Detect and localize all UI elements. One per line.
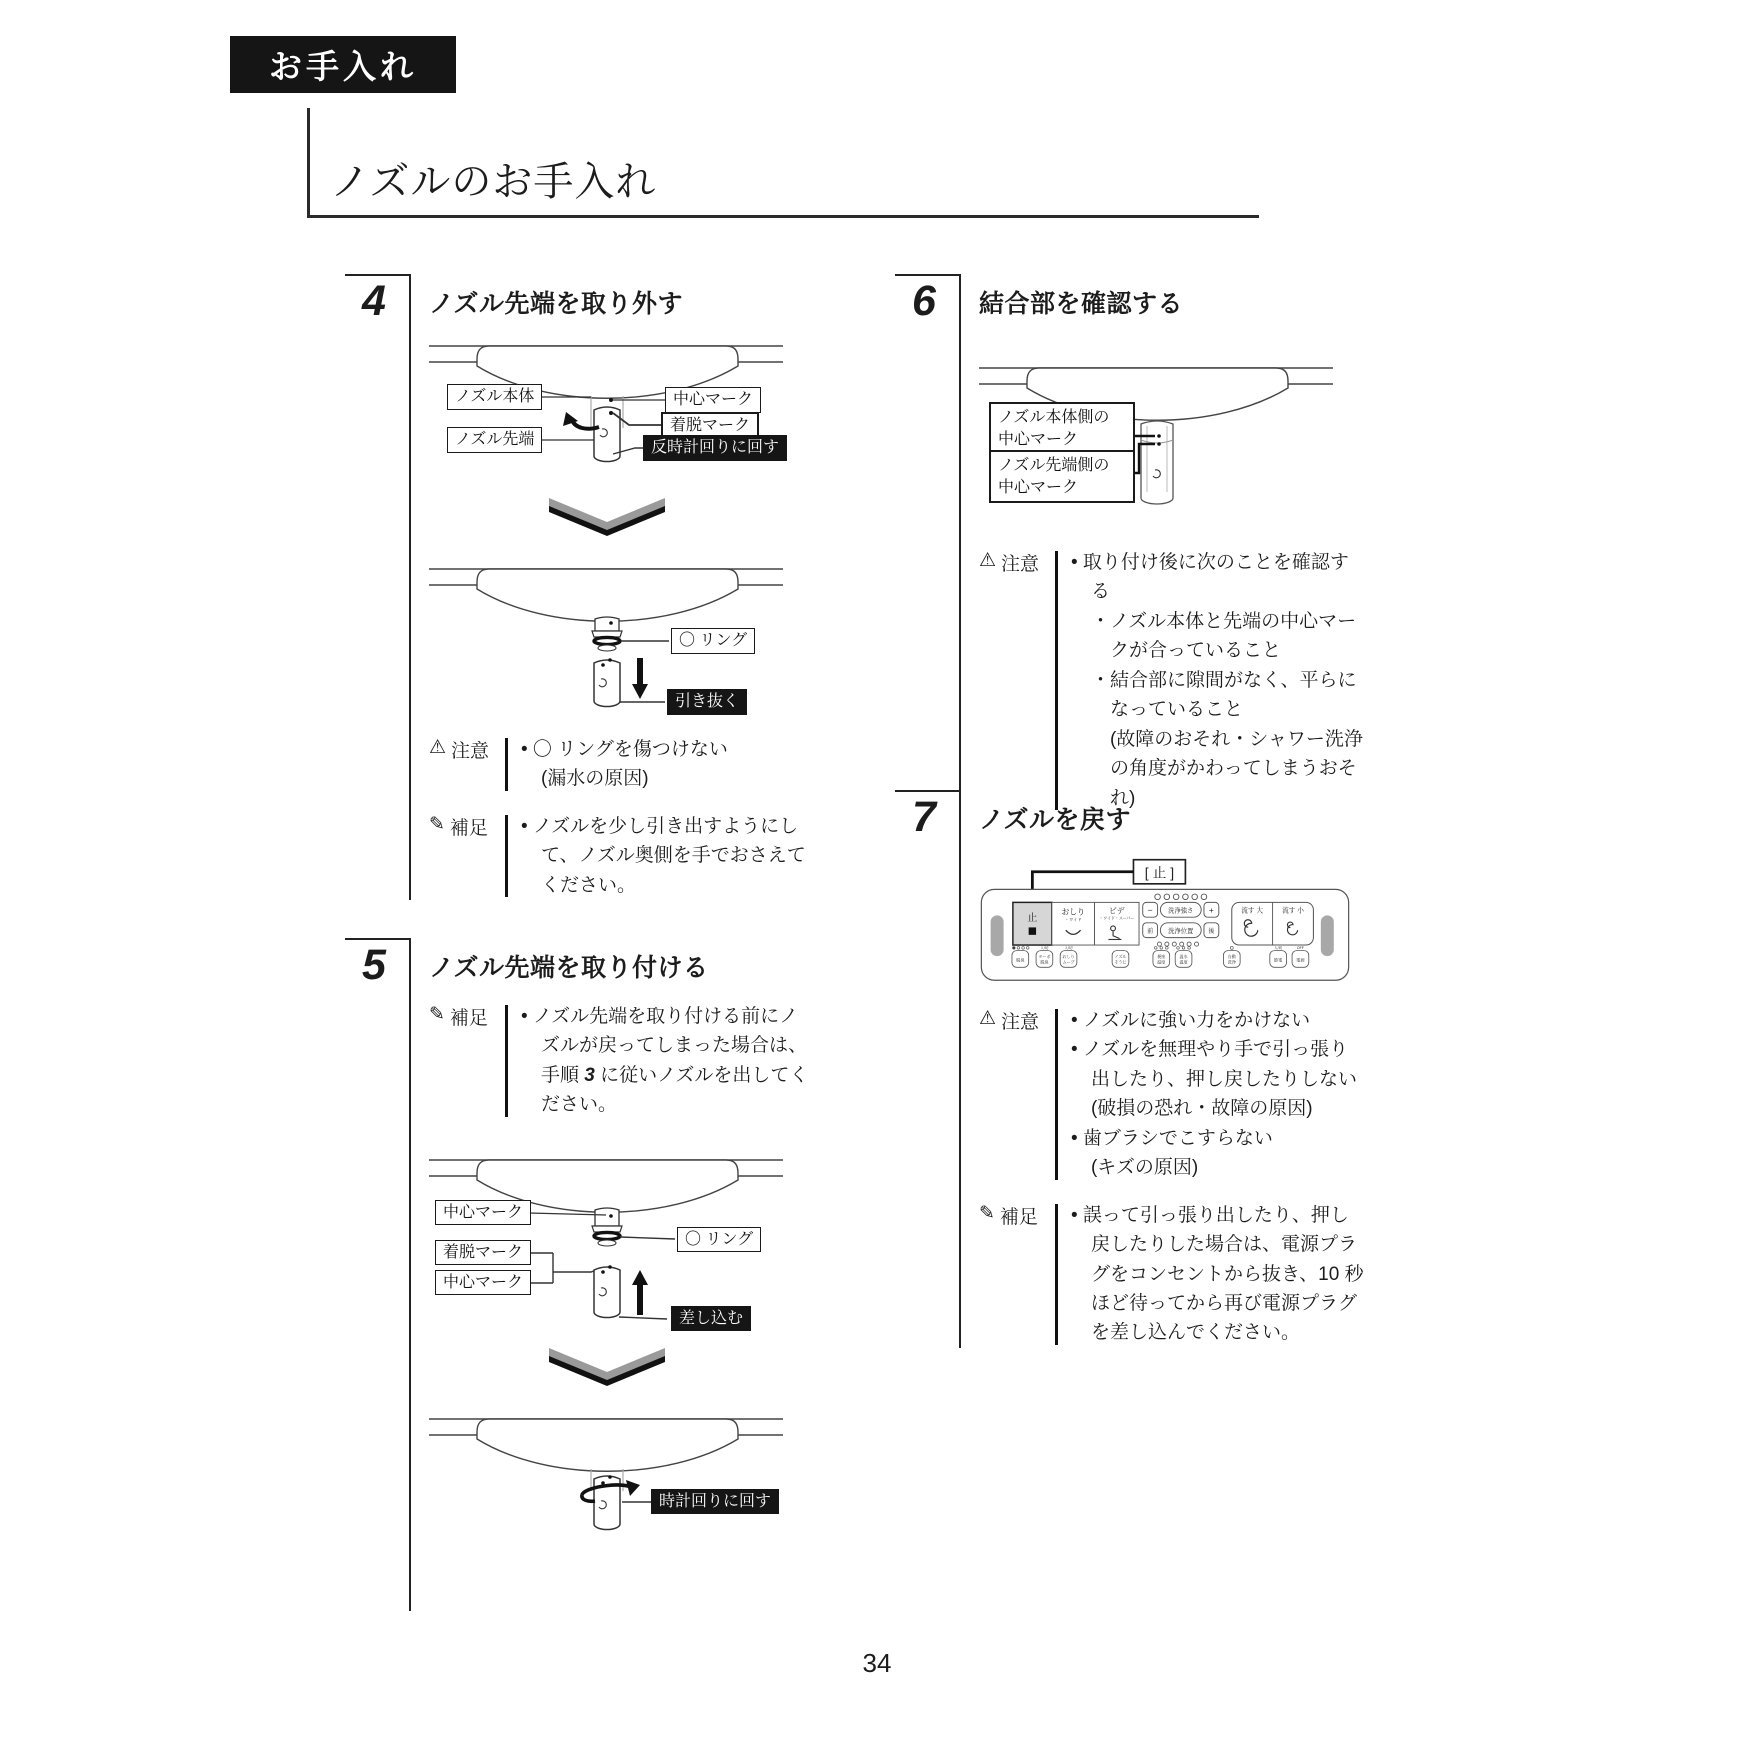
step-4-diagram-pullout [429, 559, 815, 717]
plus-label: + [1208, 905, 1214, 916]
caution-paren: (キズの原因) [1090, 1157, 1199, 1179]
water-temp-label-2: 温度 [1179, 959, 1188, 965]
note-text: に従いノズルを出してください。 [540, 1064, 809, 1116]
step-4-note [429, 812, 815, 900]
label-line: 中心マーク [998, 478, 1079, 496]
caution-subitem: ・ノズル本体と先端の中心マークが合っていること [1090, 610, 1357, 662]
label-attach-mark: 着脱マーク [435, 1240, 531, 1266]
note-divider [1055, 1009, 1058, 1180]
caution-item: • ノズルを無理やり手で引っ張り出したり、押し戻したりしない [1071, 1039, 1357, 1090]
step-4-diagram-remove [429, 336, 815, 488]
flush-big-label: 流す 大 [1241, 907, 1264, 915]
caution-label: 注意 [1001, 554, 1040, 575]
label-rotate-cw: 時計回りに回す [651, 1489, 779, 1515]
label-attach-mark: 着脱マーク [661, 412, 759, 440]
warning-icon: ⚠ [429, 737, 447, 758]
label-nozzle-tip: ノズル先端 [447, 427, 542, 453]
step-4-number: 4 [345, 274, 409, 333]
assembled-nozzle-shape [1141, 421, 1173, 504]
note-head [429, 1002, 505, 1120]
step-7-title: ノズルを戻す [979, 806, 1132, 834]
note-item: • 誤って引っ張り出したり、押し戻したりした場合は、電源プラグをコンセントから抜き、10 秒ほど待ってから再び電源プラグを差し込んでください。 [1071, 1204, 1364, 1344]
note-text: • ノズル先端を取り付ける前にノズルが戻ってしまった場合は、手順 [521, 1006, 807, 1086]
caution-label: 注意 [1001, 1012, 1040, 1033]
note-divider [505, 1005, 508, 1117]
seat-temp-label-1: 便座 [1157, 954, 1166, 960]
step-5 [345, 938, 815, 1611]
note-item [521, 1002, 815, 1120]
label-center-mark: 中心マーク [665, 387, 761, 413]
deodorize-button-label: 脱臭 [1016, 957, 1025, 963]
step-5-number: 5 [345, 938, 409, 997]
oshiri-move-label-2: ムーブ [1062, 959, 1075, 965]
remote-left-grip [991, 915, 1004, 956]
caution-item: • ノズルに強い力をかけない [1071, 1010, 1311, 1031]
pencil-icon: ✎ [429, 1004, 445, 1025]
note-head [429, 812, 505, 900]
step-5-title: ノズル先端を取り付ける [429, 954, 709, 982]
label-center-mark-bottom: 中心マーク [435, 1270, 531, 1296]
onoff-indicator-label: 入/切 [1040, 945, 1049, 950]
water-temp-label-1: 温水 [1179, 954, 1188, 960]
auto-flush-label-1: 自動 [1227, 954, 1236, 960]
caution-head [429, 735, 505, 794]
remote-right-grip [1321, 915, 1334, 956]
off-indicator-label: OFF [1296, 945, 1304, 950]
page-number: 34 [862, 1648, 892, 1678]
step-reference: 3 [584, 1064, 595, 1086]
bidet-label: ビデ [1108, 906, 1125, 916]
turbo-deodorize-label-2: 脱臭 [1040, 959, 1049, 965]
label-tip-side-center-mark [989, 450, 1135, 503]
front-label: 前 [1147, 928, 1154, 935]
oshiri-label: おしり [1061, 907, 1085, 917]
caution-paren: (破損の恐れ・故障の原因) [1090, 1098, 1313, 1120]
note-divider [1055, 1204, 1058, 1345]
note-divider [1055, 551, 1058, 810]
down-chevron [547, 1346, 815, 1393]
step-4 [345, 274, 815, 900]
o-ring-shape [594, 637, 620, 644]
note-label: 補足 [999, 1206, 1038, 1228]
auto-flush-label-2: 洗浄 [1227, 959, 1236, 965]
caution-item: • 〇 リングを傷つけない [521, 739, 728, 760]
step-5-note [429, 1002, 815, 1120]
step-4-caution [429, 735, 815, 794]
caution-head [979, 1006, 1055, 1183]
stop-button-label: 止 [1027, 912, 1038, 924]
step-7-caution [979, 1006, 1365, 1183]
caution-item: • 取り付け後に次のことを確認する [1071, 552, 1349, 603]
wash-position-label: 洗浄位置 [1168, 927, 1194, 935]
seat-temp-label-2: 温度 [1157, 959, 1166, 965]
down-chevron [547, 496, 815, 543]
label-stop-callout: [ 止 ] [1144, 864, 1175, 881]
label-pull-out: 引き抜く [667, 689, 747, 715]
note-divider [505, 815, 508, 897]
note-label: 補足 [449, 1008, 488, 1029]
wash-strength-label: 洗浄強さ [1168, 907, 1194, 915]
label-line: ノズル本体側の [998, 409, 1110, 426]
oshiri-sublabel: ・ワイド [1064, 916, 1082, 922]
step-6-caution [979, 548, 1365, 813]
nozzle-clean-label-1: ノズル [1114, 954, 1127, 960]
eco-button-label: 節電 [1273, 957, 1283, 963]
flush-small-label: 流す 小 [1282, 907, 1304, 915]
label-insert: 差し込む [671, 1306, 751, 1332]
step-4-title: ノズル先端を取り外す [429, 290, 684, 318]
warning-icon: ⚠ [979, 1008, 997, 1029]
step-7-number: 7 [895, 790, 959, 849]
chevron-arrow-svg [547, 496, 667, 538]
caution-subitem: ・結合部に隙間がなく、平らになっていること [1090, 669, 1357, 721]
step-5-diagram-rotate [429, 1409, 815, 1551]
onoff-indicator-label: 入/切 [1064, 945, 1073, 950]
step-7-gutter [895, 790, 961, 1348]
label-line: ノズル先端側の [998, 457, 1110, 474]
chevron-arrow-svg [547, 1346, 667, 1388]
note-item: • ノズルを少し引き出すようにして、ノズル奥側を手でおさえてください。 [521, 815, 806, 896]
step-7-note [979, 1201, 1365, 1348]
note-head [979, 1201, 1055, 1348]
label-rotate-ccw: 反時計回りに回す [643, 435, 787, 461]
step-6-diagram-joint [979, 358, 1365, 530]
step-7 [895, 790, 1365, 1348]
nozzle-clean-label-2: そうじ [1114, 959, 1127, 965]
page-title: ノズルのお手入れ [330, 160, 657, 204]
step-5-diagram-insert [429, 1150, 815, 1338]
caution-paren: (故障のおそれ・シャワー洗浄の角度がかわってしまうおそれ) [1109, 728, 1363, 809]
onoff-indicator-label: 入/切 [1274, 945, 1283, 950]
pencil-icon: ✎ [979, 1202, 995, 1224]
step-6-title: 結合部を確認する [979, 290, 1184, 318]
step-4-gutter [345, 274, 411, 900]
caution-label: 注意 [451, 741, 490, 762]
pencil-icon: ✎ [429, 813, 445, 835]
label-body-side-center-mark [989, 402, 1135, 455]
section-badge: お手入れ [230, 36, 456, 93]
label-line: 中心マーク [998, 430, 1079, 448]
note-divider [505, 738, 508, 791]
label-o-ring: 〇 リング [671, 628, 755, 654]
back-label: 後 [1208, 928, 1215, 935]
caution-item: • 歯ブラシでこすらない [1071, 1127, 1273, 1149]
nozzle-rotate-figure-svg [429, 1409, 783, 1549]
turbo-deodorize-label-1: ターボ [1038, 954, 1051, 960]
oshiri-move-label-1: おしり [1062, 954, 1075, 960]
title-vertical-rule [307, 108, 310, 216]
warning-icon: ⚠ [979, 550, 997, 571]
minus-label: − [1147, 905, 1153, 916]
caution-head [979, 548, 1055, 813]
power-button-label: 電源 [1296, 957, 1305, 963]
title-horizontal-rule [307, 215, 1259, 218]
caution-item: (漏水の原因) [540, 768, 649, 790]
step-6-number: 6 [895, 274, 959, 333]
note-label: 補足 [449, 817, 488, 839]
label-center-mark-top: 中心マーク [435, 1200, 531, 1226]
label-o-ring: 〇 リング [677, 1227, 761, 1253]
label-nozzle-body: ノズル本体 [447, 384, 542, 410]
bidet-sublabel: ・ワイド・スーパー [1099, 915, 1135, 921]
step-5-gutter [345, 938, 411, 1611]
step-7-remote-diagram [979, 856, 1365, 988]
remote-control-figure-svg [979, 856, 1351, 984]
